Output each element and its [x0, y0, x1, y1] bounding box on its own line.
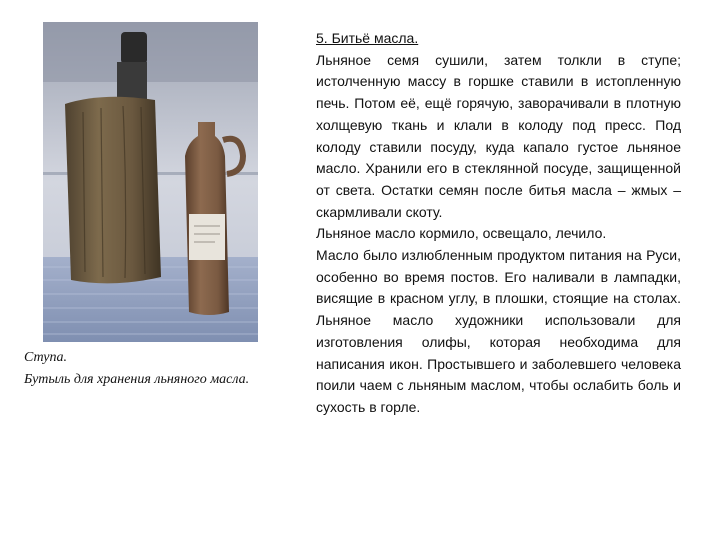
pestle-handle [121, 32, 147, 64]
article-paragraph: Льняное семя сушили, затем толкли в ступе; истолченную массу в горшке ставили в истопленную печь. Потом её, ещё горячую, заворачивали в плотную холщевую ткань и клали в колоду под пресс. Под колоду ставили посуду, куда капало густое льняное масло. Хранили его в стеклянной посуде, защищенной от света. Остатки семян после битья масла – жмых – скармливали скоту. [316, 51, 681, 220]
article-heading: 5. Битьё масла. [316, 30, 419, 46]
caption-mortar: Ступа. [24, 350, 68, 365]
photo-captions [24, 347, 304, 391]
article-text [316, 28, 681, 419]
article-paragraph: Масло было излюбленным продуктом питания на Руси, особенно во время постов. Его наливали в лампадки, висящие в красном углу, в плошки, стоящие на столах. Льняное масло художники использовали для изготовления олифы, которая необходима для написания икон. Простывшего и заболевшего человека поили чаем с льняным маслом, чтобы ослабить боль и сухость в горле. [316, 247, 681, 415]
photo-mortar-and-bottle [43, 22, 258, 342]
bottle-label [189, 214, 225, 260]
caption-bottle: Бутыль для хранения льняного масла. [24, 372, 250, 387]
photo-illustration [43, 22, 258, 342]
mortar-stump [65, 97, 161, 284]
article-paragraph: Льняное масло кормило, освещало, лечило. [316, 225, 607, 242]
